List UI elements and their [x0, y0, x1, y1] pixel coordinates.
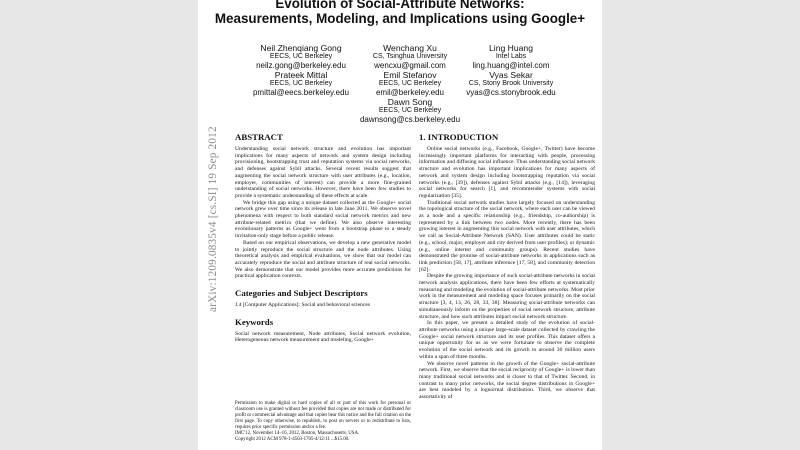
author-email: pmittal@eecs.berkeley.edu: [252, 88, 350, 98]
arxiv-stamp: arXiv:1209.0835v4 [cs.SI] 19 Sep 2012: [207, 126, 219, 312]
author-card: [441, 70, 581, 97]
author-name: Prateek Mittal: [274, 70, 328, 80]
categories-heading: Categories and Subject Descriptors: [235, 288, 368, 299]
intro-paragraph: In this paper, we present a detailed study of the evolution of social-attribute networks using a unique large-scale dataset collected by crawling the Google+ social network structure and its user profiles. This dataset offers a unique opportunity for us as we were fortunate to observe the complete evolution of the social network and its growth to around 30 million users within a span of three months.: [419, 320, 595, 360]
conference-info: IMC'12, November 14–16, 2012, Boston, Massachusetts, USA.: [235, 431, 360, 436]
author-email: dawnsong@cs.berkeley.edu: [359, 115, 461, 125]
permission-text: Permission to make digital or hard copies of all or part of this work for personal or classroom use is granted without fee provided that copies are not made or distributed for profit or commercial advantage and that copies bear this notice and the full citation on the first page. To copy otherwise, to republish, to post on servers or to redistribute to lists, requires prior specific permission and/or a fee.: [235, 401, 411, 430]
author-affiliation: Intel Labs: [495, 53, 527, 60]
author-name: Emil Stefanov: [383, 70, 437, 80]
right-column: [419, 132, 595, 401]
abstract-paragraph: Understanding social network structure and evolution has important implications for many aspects of network and system design including provisioning, bootstrapping trust and reputation systems via social networks, and defenses against Sybil attacks. Several recent results suggest that augmenting the social network structure with user attributes (e.g., location, employer, communities of interest) can provide a more fine-grained understanding of social networks. However, there have been few studies to provide a systematic understanding of these effects at scale.: [235, 146, 411, 199]
author-email: emil@berkeley.edu: [375, 88, 444, 98]
author-email: vyas@cs.stonybrook.edu: [466, 88, 556, 98]
author-affiliation: EECS, UC Berkeley: [378, 80, 442, 87]
intro-paragraph: Despite the growing importance of such social-attribute networks in social network analysis applications, there have been few efforts at systematically measuring and modeling the evolution of social-attribute networks. Most prior work in the measurement and modeling space focuses primarily on the social structure [3, 4, 13, 26, 28, 33, 38]. Measuring social-attribute networks can simultaneously inform us the properties of social network structure, attribute structure, and how such attributes impact social network structure.: [419, 273, 595, 320]
abstract-paragraph: We bridge this gap using a unique dataset collected as the Google+ social network grew over time since its release in late June 2011. We observe novel phenomena with respect to both standard social network metrics and new attribute-related metrics (that we define). We also observe interesting evolutionary patterns as Google+ went from a bootstrap phase to a steady invitation-only stage before a public release.: [235, 199, 411, 240]
author-affiliation: CS, Stony Brook University: [468, 80, 554, 87]
author-name: Wenchang Xu: [383, 43, 437, 53]
author-affiliation: EECS, UC Berkeley: [269, 80, 333, 87]
author-email: wencxu@gmail.com: [374, 61, 446, 71]
author-affiliation: CS, Tsinghua University: [372, 53, 448, 60]
copyright-line: Copyright 2012 ACM 978-1-4503-1705-4/12/11 ...$15.00.: [235, 437, 350, 442]
paper-title: [198, 0, 602, 27]
author-affiliation: EECS, UC Berkeley: [269, 53, 333, 60]
categories-text: J.4 [Computer Applications]: Social and behavioral sciences: [235, 302, 370, 309]
author-card: [340, 97, 480, 124]
title-line-1: Evolution of Social-Attribute Networks:: [275, 0, 525, 11]
left-column: [235, 132, 411, 344]
intro-paragraph: We observe novel patterns in the growth of the Google+ social-attribute network. First, we observe that the social reciprocity of Google+ is lower than many traditional social networks and is closer to that of Twitter. Second, in contrast to many prior networks, the social degree distributions in Google+ are best modeled by a lognormal distribution. Third, we observe that assortativity of: [419, 360, 595, 401]
author-name: Vyas Sekar: [489, 70, 533, 80]
abstract-paragraph: Based on our empirical observations, we develop a new generative model to jointly reproduce the social structure and the node attributes. Using theoretical analysis and empirical evaluations, we show that our model can accurately reproduce the social and attribute structure of real social networks. We also demonstrate that our model provides more accurate predictions for practical application contexts.: [235, 239, 411, 280]
author-affiliation: EECS, UC Berkeley: [378, 107, 442, 114]
keywords-text: Social network measurement, Node attributes, Social network evolution, Heterogeneous network measurement and modeling, Google+: [235, 330, 411, 344]
author-card: [441, 43, 581, 70]
author-name: Dawn Song: [387, 97, 433, 107]
author-name: Neil Zhenqiang Gong: [260, 43, 342, 53]
intro-paragraph: Online social networks (e.g., Facebook, Google+, Twitter) have become increasingly important platforms for interacting with people, processing information and diffusing social influence. Thus understanding social network structure and evolution has important implications for many aspects of network and system design including bootstrapping reputation via social networks (e.g., [39]), defenses against Sybil attacks (e.g., [14]), leveraging social networks for search [1], and recommender systems with social regularization [35].: [419, 146, 595, 199]
author-name: Ling Huang: [489, 43, 533, 53]
author-email: ling.huang@intel.com: [472, 61, 550, 71]
keywords-heading: Keywords: [235, 316, 274, 327]
intro-paragraph: Traditional social network studies have largely focused on understanding the topological structure of the social network, where each user can be viewed as a node and a specific relationship (e.g., friendship, co-authorship) is represented by a link between two nodes. More recently, there has been growing interest in augmenting this social network with user attributes, which we call as Social-Attribute Network (SAN). User attributes could be static (e.g., school, major, employer and city derived from user profiles); or dynamic (e.g., online interest and community groups). Recent studies have demonstrated the promise of social-attribute networks in applications such as link prediction [58, 17], attribute inference [17, 58], and community detection [62].: [419, 199, 595, 273]
author-email: neilz.gong@berkeley.edu: [256, 61, 346, 71]
permission-notice: [235, 401, 411, 443]
abstract-heading: ABSTRACT: [235, 132, 283, 142]
introduction-heading: 1. INTRODUCTION: [419, 132, 499, 142]
title-line-2: Measurements, Modeling, and Implications using Google+: [214, 10, 586, 26]
